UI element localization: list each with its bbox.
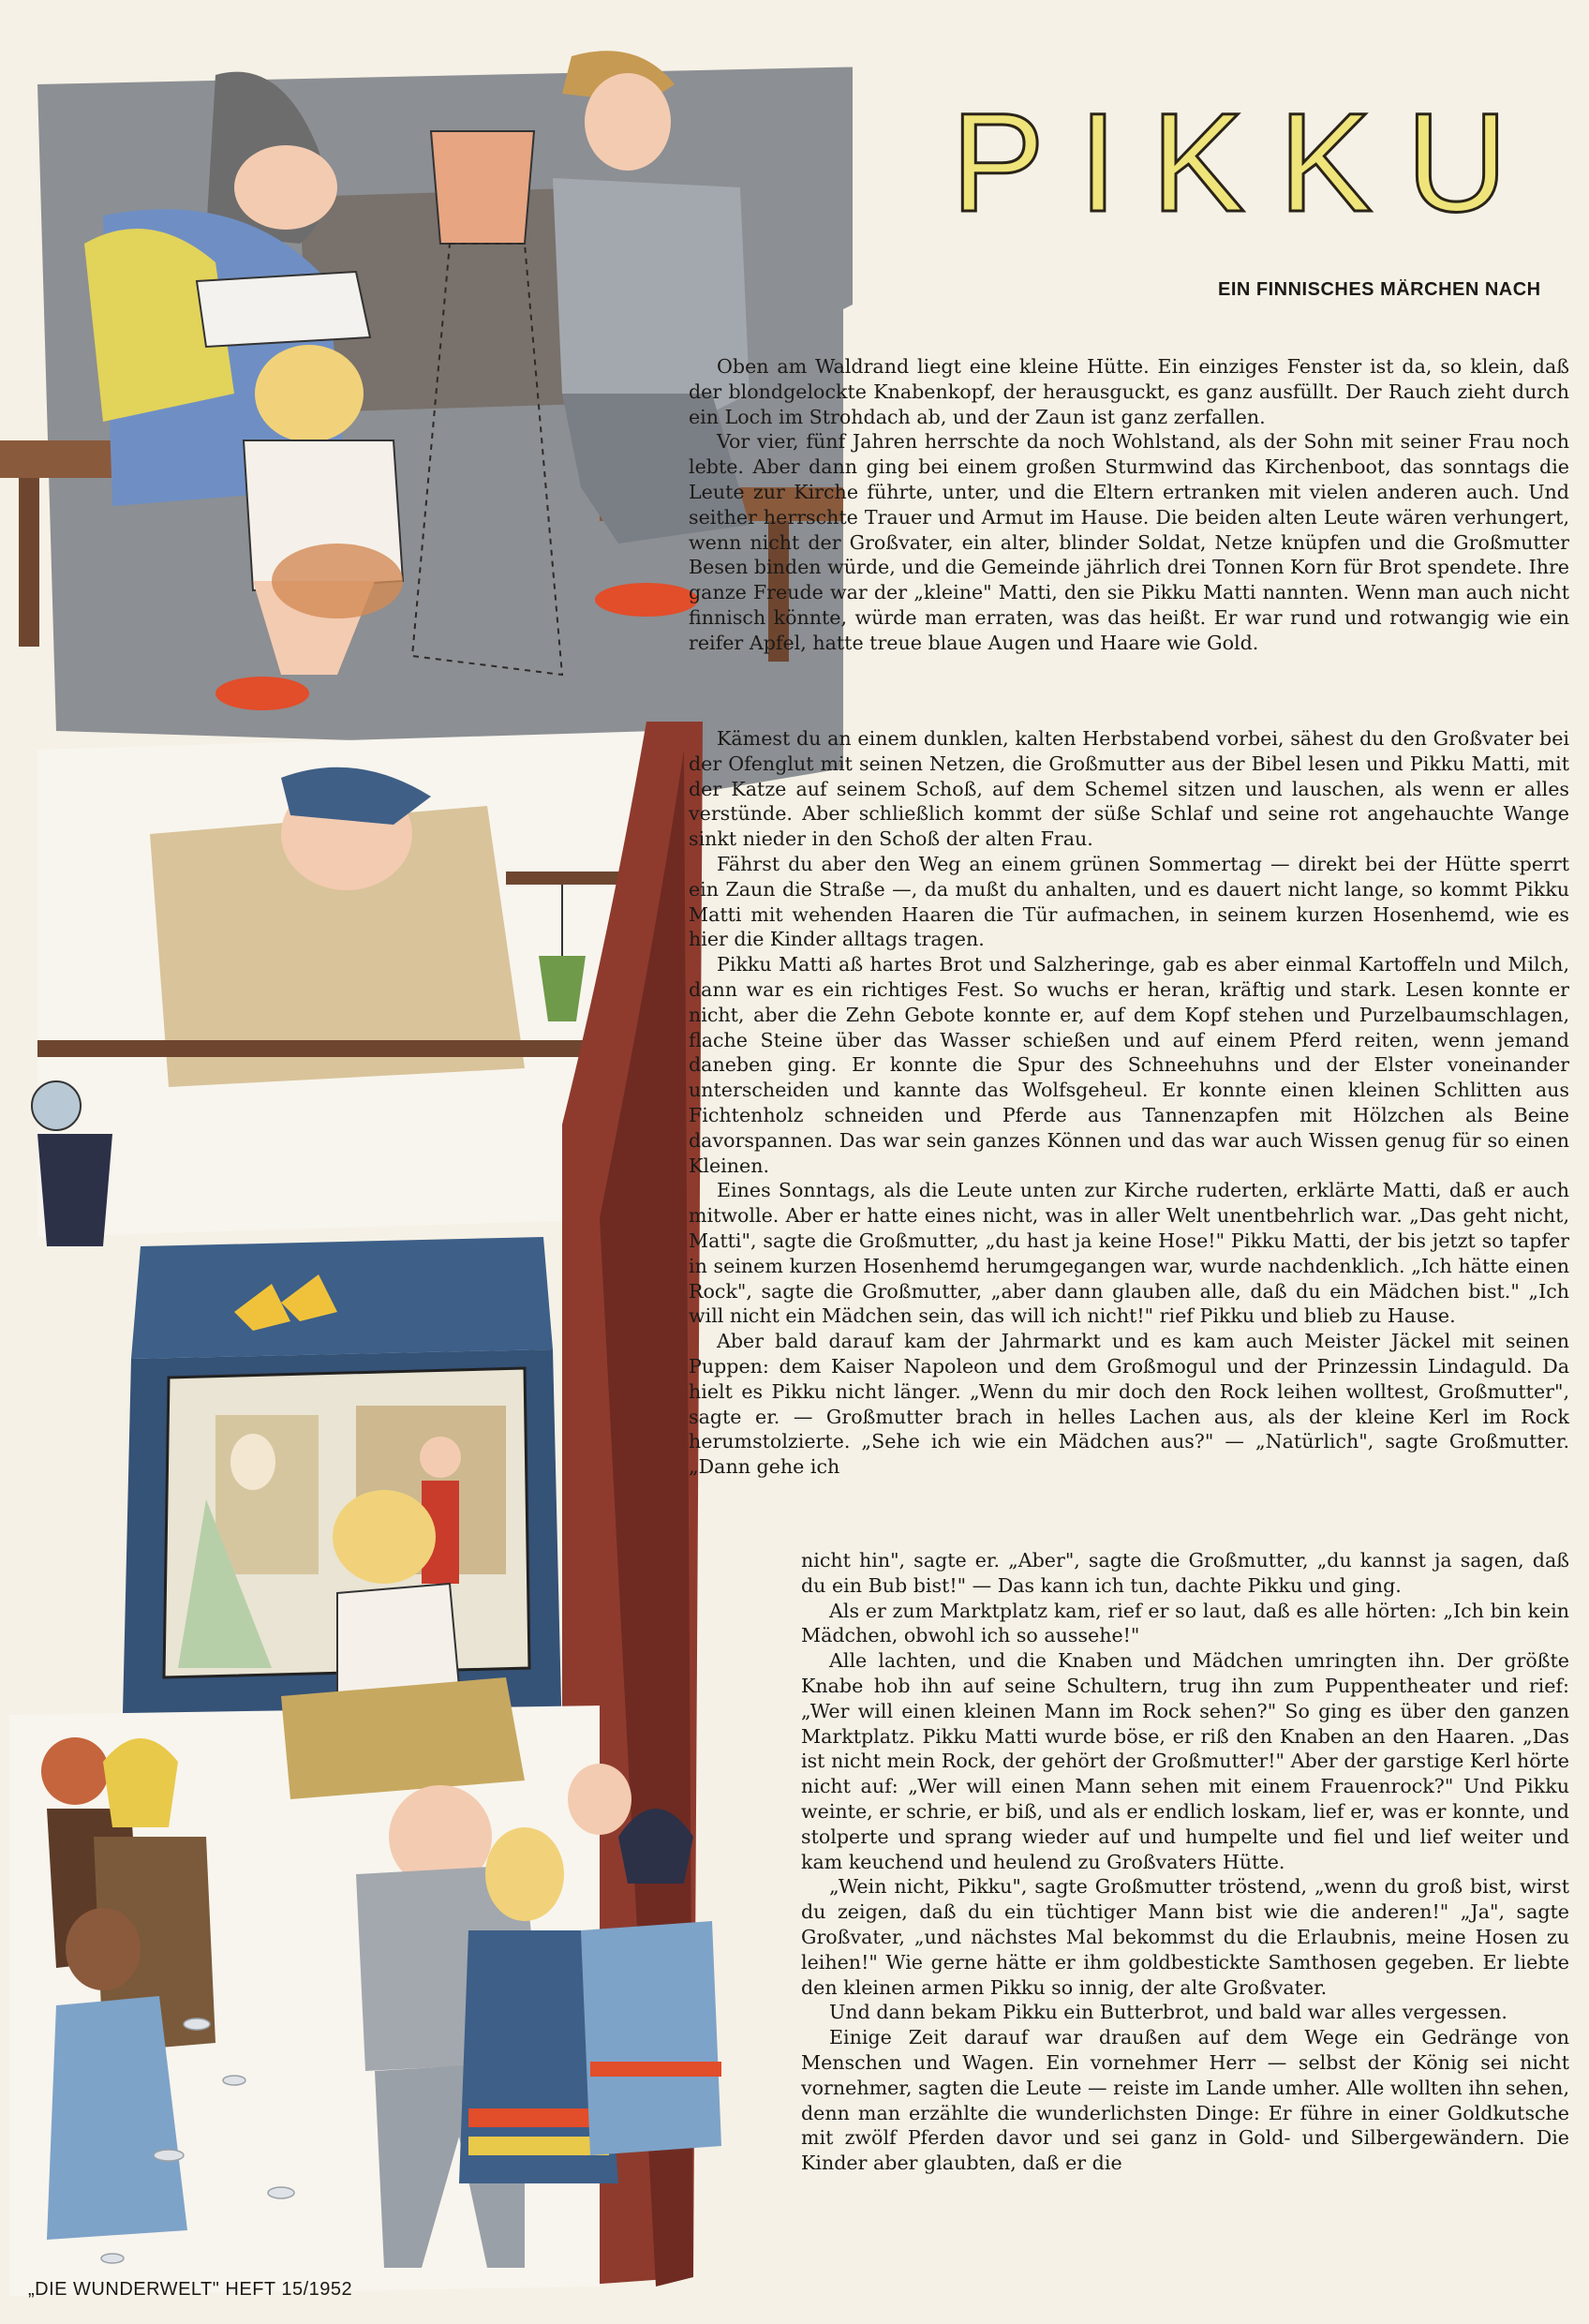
paragraph: Vor vier, fünf Jahren herrschte da noch Wohlstand, als der Sohn mit seiner Frau noch lebte. Aber dann ging bei einem großen Sturmwind das Kirchenboot, das sonntags die Leute zur Kirche führte, unter, und die Eltern ertranken mit vielen anderen auch. Und seither herrschte Trauer und Armut im Hause. Die beiden alten Leute wären verhungert, wenn nicht der Großvater, ein alter, blinder Soldat, Netze knüpfen und die Großmutter Besen binden würde, und die Gemeinde jährlich drei Tonnen Korn für Brot spendete. Ihre ganze Freude war der „kleine" Matti, den sie Pikku Matti nannten. Wenn man auch nicht finnisch könnte, würde man erraten, was das heißt. Er war rund und rotwangig wie ein reifer Apfel, hatte treue blaue Augen und Haare wie Gold. xyxy=(689,430,1569,654)
paragraph: Als er zum Marktplatz kam, rief er so laut, daß es alle hörten: „Ich bin kein Mädchen, obwohl ich so aussehe!" xyxy=(801,1599,1569,1647)
paragraph: nicht hin", sagte er. „Aber", sagte die Großmutter, „du kannst ja sagen, daß du ein Bub bist!" — Das kann ich tun, dachte Pikku und ging. xyxy=(801,1549,1569,1597)
paragraph: Alle lachten, und die Knaben und Mädchen umringten ihn. Der größte Knabe hob ihn auf seine Schultern, trug ihn zum Puppentheater und rief: „Wer will einen kleinen Mann im Rock sehen?" So ging es über den ganzen Marktplatz. Pikku Matti wurde böse, er riß den Knaben an den Haaren. „Das ist nicht mein Rock, der gehört der Großmutter!" Aber der garstige Kerl hörte nicht auf: „Wer will einen Mann sehen mit einem Frauenrock?" Und Pikku weinte, er schrie, er biß, und als er endlich loskam, lief er, was er konnte, und stolperte und sprang wieder auf und humpelte und fiel und lief weiter und kam keuchend und heulend zu Großvaters Hütte. xyxy=(801,1649,1569,1873)
paragraph: Fährst du aber den Weg an einem grünen Sommertag — direkt bei der Hütte sperrt ein Zaun die Straße —, da mußt du anhalten, und es dauert nicht lange, so kommt Pikku Matti mit wehenden Haaren die Tür aufmachen, in seinem kurzen Hosenhemd, wie es hier die Kinder alltags tragen. xyxy=(689,852,1569,951)
paragraph: Und dann bekam Pikku ein Butterbrot, und bald war alles vergessen. xyxy=(829,2001,1507,2024)
paragraph: Aber bald darauf kam der Jahrmarkt und es kam auch Meister Jäckel mit seinen Puppen: dem Kaiser Napoleon und dem Großmogul und der Prinzessin Lindaguld. Da hielt es Pikku nicht länger. „Wenn du mir doch den Rock leihen wolltest, Großmutter", sagte er. — Großmutter brach in helles Lachen aus, als der kleine Kerl im Rock herumstolzierte. „Sehe ich wie ein Mädchen aus?" — „Natürlich", sagte Großmutter. „Dann gehe ich xyxy=(689,1330,1569,1479)
story-subtitle: EIN FINNISCHES MÄRCHEN NACH xyxy=(1218,279,1541,300)
article-column-middle xyxy=(689,726,1569,1480)
paragraph: Pikku Matti aß hartes Brot und Salzheringe, gab es aber einmal Kartoffeln und Milch, dann war es ein richtiges Fest. So wuchs er heran, kräftig und stark. Lesen konnte er nicht, aber die Zehn Gebote konnte er, auf dem Kopf stehen und Purzelbaumschlagen, flache Steine über das Wasser schießen und auf einem Pferd reiten, wenn jemand daneben ging. Er konnte die Spur des Schneehuhns und der Elster voneinander unterscheiden und kannte das Wolfsgeheul. Er konnte einen kleinen Schlitten aus Fichtenholz schneiden und Pferde aus Tannenzapfen mit Hölzchen als Beine davorspannen. Das war sein ganzes Können und das war auch Wissen genug für so einen Kleinen. xyxy=(689,953,1569,1177)
paragraph: Einige Zeit darauf war draußen auf dem Wege ein Gedränge von Menschen und Wagen. Ein vornehmer Herr — selbst der König sei nicht vornehmer, sagten die Leute — reiste im Lande umher. Alle wollten ihn sehen, denn man erzählte die wunderlichsten Dinge: Er führe in einer Goldkutsche mit zwölf Pferden davor und sei ganz in Gold- und Silbergewändern. Die Kinder aber glaubten, daß er die xyxy=(801,2026,1569,2175)
article-column-bottom xyxy=(801,1548,1569,2176)
story-title: PIKKU xyxy=(951,83,1542,241)
paragraph: „Wein nicht, Pikku", sagte Großmutter tröstend, „wenn du groß bist, wirst du zeigen, daß du ein tüchtiger Mann bist wie die anderen!" „Ja", sagte Großvater, „und nächstes Mal bekommst du die Erlaubnis, meine Hosen zu leihen!" Wie gerne hätte er ihm goldbestickte Samthosen gegeben. Er liebte den kleinen armen Pikku so innig, der alte Großvater. xyxy=(801,1875,1569,1999)
paragraph: Kämest du an einem dunklen, kalten Herbstabend vorbei, sähest du den Großvater bei der Ofenglut mit seinen Netzen, die Großmutter aus der Bibel lesen und Pikku Matti, mit der Katze auf seinem Schoß, auf dem Schemel sitzen und lauschen, als wenn er alles verstünde. Aber schließlich kommt der süße Schlaf und seine rot angehauchte Wange sinkt nieder in den Schoß der alten Frau. xyxy=(689,727,1569,851)
paragraph: Oben am Waldrand liegt eine kleine Hütte. Ein einziges Fenster ist da, so klein, daß der blondgelockte Knabenkopf, der herausguckt, es ganz ausfüllt. Der Rauch zieht durch ein Loch im Strohdach ab, und der Zaun ist ganz zerfallen. xyxy=(689,355,1569,428)
paragraph: Eines Sonntags, als die Leute unten zur Kirche ruderten, erklärte Matti, daß er auch mitwolle. Aber er hatte eines nicht, was in aller Welt unentbehrlich war. „Das geht nicht, Matti", sagte die Großmutter, „du hast ja keine Hose!" Pikku Matti, der bis jetzt so tapfer in seinem kurzen Hosenhemd herumgegangen war, wurde nachdenklich. „Ich hätte einen Rock", sagte die Großmutter, „aber dann glauben alle, daß du ein Mädchen bist." „Ich will nicht ein Mädchen sein, das will ich nicht!" rief Pikku und blieb zu Hause. xyxy=(689,1179,1569,1328)
magazine-footer: „DIE WUNDERWELT" HEFT 15/1952 xyxy=(28,2279,353,2300)
article-column-top xyxy=(689,354,1569,656)
